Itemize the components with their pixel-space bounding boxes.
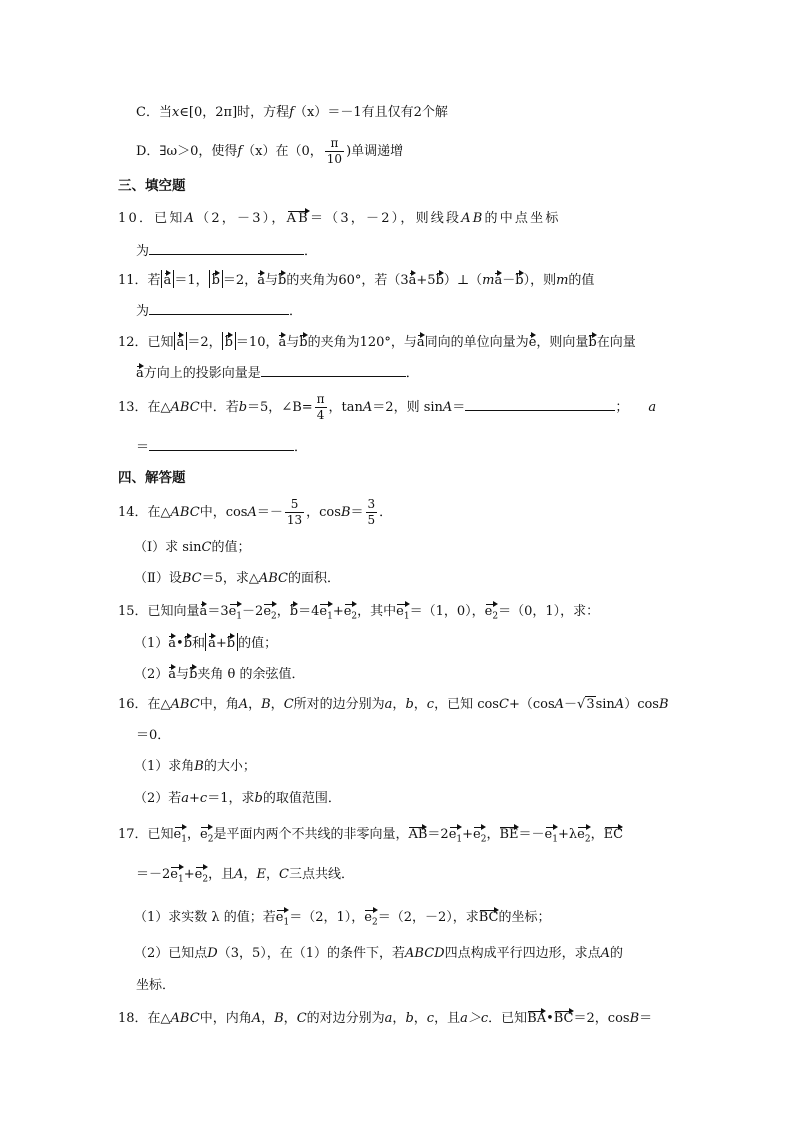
q17-text: 的坐标； xyxy=(498,910,551,925)
q11-text: ＝1， xyxy=(174,273,209,288)
option-d-rest: )单调递增 xyxy=(346,144,404,159)
q15-text: ＝（1，0）， xyxy=(409,604,485,619)
fraction-pi-4 xyxy=(315,392,327,423)
vector-e1: $e_1$ xyxy=(545,824,558,847)
option-c-prefix: C．当 xyxy=(136,105,172,120)
question-16-part1 xyxy=(134,757,256,777)
question-11-line1 xyxy=(118,270,594,291)
q16-text: 16．在△ xyxy=(118,697,171,712)
fraction-3-5 xyxy=(366,497,378,528)
q15-text: • xyxy=(176,636,184,651)
q17-text: ＝－2 xyxy=(136,867,171,882)
vector-e1: $e_1$ xyxy=(319,601,332,624)
vector-ab: AB xyxy=(287,208,310,226)
segment-ab: AB xyxy=(461,211,485,226)
var-b-upper: B xyxy=(274,1011,284,1026)
vector-e1: $e_1$ xyxy=(170,864,183,887)
triangle-abc: ABC xyxy=(258,571,289,586)
q14-text: 的面积． xyxy=(288,571,341,586)
var-b: b xyxy=(405,697,414,712)
question-16-part2 xyxy=(134,789,341,809)
vector-e1: $e_1$ xyxy=(396,601,409,624)
fraction-numerator: π xyxy=(316,392,325,406)
vector-be: BE xyxy=(499,824,518,842)
vector-b: b xyxy=(227,633,235,651)
inequality-a-gt-c: a＞c xyxy=(460,1011,489,1026)
vector-b: b xyxy=(290,601,298,619)
fraction-denominator: 13 xyxy=(286,513,303,527)
abs-vector-b xyxy=(222,332,236,350)
fraction-numerator: π xyxy=(325,136,344,152)
var-b: b xyxy=(238,400,248,415)
vector-a: a xyxy=(177,332,185,350)
q10-text: 10．已知 xyxy=(118,211,185,226)
q15-text: ＝4 xyxy=(298,604,320,619)
q17-text: ＝（2，1）， xyxy=(289,910,365,925)
q17-text: +λ xyxy=(557,827,578,842)
q17-text: ＝2 xyxy=(427,827,449,842)
question-14-line1 xyxy=(118,496,392,530)
question-13-line1 xyxy=(118,392,656,424)
abs-vector-a xyxy=(174,332,188,350)
var-c: c xyxy=(426,697,435,712)
q11-text: 的值 xyxy=(568,273,595,288)
point-a: A xyxy=(184,211,197,226)
q13-text: ． xyxy=(294,440,308,455)
fraction-numerator: 5 xyxy=(285,497,304,513)
vector-e2: $e_2$ xyxy=(485,601,498,624)
q13-text: ，tan xyxy=(328,400,363,415)
q16-text: （1）求角 xyxy=(134,759,195,774)
option-c-arg: （x） xyxy=(293,105,328,120)
q17-text: ，且 xyxy=(208,867,235,882)
q18-text: 18．在△ xyxy=(118,1011,171,1026)
q14-text: （Ⅰ）求 sin xyxy=(134,540,202,555)
q12-text: 与 xyxy=(286,335,300,350)
q17-text: （3，5），在（1）的条件下，若 xyxy=(217,946,406,961)
fraction-denominator: 4 xyxy=(316,408,325,422)
vector-a: a xyxy=(257,270,265,288)
abs-a-plus-b xyxy=(205,633,238,651)
question-13-line2 xyxy=(136,436,307,458)
q17-text: ＝－ xyxy=(518,827,545,842)
q13-text: ＝ xyxy=(452,400,466,415)
question-17-part2 xyxy=(134,944,623,964)
var-a-upper: A xyxy=(614,697,625,712)
q11-text: ＝2， xyxy=(222,273,258,288)
var-c-upper: C xyxy=(296,1011,307,1026)
q10-text: ． xyxy=(304,244,318,259)
q18-text: ＝ xyxy=(639,1011,653,1026)
var-a: a xyxy=(384,1011,393,1026)
vector-b: b xyxy=(278,270,286,288)
fraction-5-13 xyxy=(285,497,304,528)
vector-b: b xyxy=(189,664,197,682)
q15-text: （1） xyxy=(134,636,169,651)
vector-a: a xyxy=(409,270,417,288)
q17-text: ， xyxy=(590,827,604,842)
answer-blank[interactable] xyxy=(149,300,289,315)
q16-text: （2）若 xyxy=(134,791,182,806)
vector-b: b xyxy=(588,332,596,350)
q11-text: ），则 xyxy=(523,273,557,288)
var-c-upper: C xyxy=(201,540,212,555)
q11-text: ）⊥（ xyxy=(443,273,483,288)
q17-text: + xyxy=(183,867,195,882)
triangle-abc: ABC xyxy=(170,400,200,415)
q16-text: ，已知 cos xyxy=(434,697,499,712)
section-title-solve: 四、解答题 xyxy=(118,470,186,486)
q17-text: （1）求实数 λ 的值；若 xyxy=(134,910,276,925)
question-15-part1 xyxy=(134,633,277,654)
var-c: c xyxy=(426,1011,435,1026)
side-bc: BC xyxy=(181,571,202,586)
vector-ec: EC xyxy=(604,824,623,842)
question-17-line2: $=-2e_1+e_2$，且A，E，C三点共线． xyxy=(136,862,354,888)
point-d: D xyxy=(207,946,218,961)
q14-text: ，cos xyxy=(306,505,341,520)
vector-e1: $e_1$ xyxy=(229,601,242,624)
q10-text: 为 xyxy=(136,244,150,259)
vector-e1: $e_1$ xyxy=(449,824,462,847)
q10-text: （2，－3）， xyxy=(196,211,287,226)
q14-text: ＝ xyxy=(350,505,364,520)
vector-a: a xyxy=(200,601,208,619)
vector-a: a xyxy=(417,332,425,350)
vector-a: a xyxy=(136,363,144,381)
q18-text: ．已知 xyxy=(488,1011,528,1026)
q11-text: 为 xyxy=(136,304,150,319)
vector-a: a xyxy=(494,270,502,288)
triangle-abc: ABC xyxy=(170,697,200,712)
vector-a: a xyxy=(168,633,176,651)
point-a: A xyxy=(234,867,244,882)
q12-text: ＝10， xyxy=(235,335,279,350)
q12-text: ＝2， xyxy=(187,335,222,350)
q16-text: ）cos xyxy=(624,697,659,712)
question-15-line1 xyxy=(118,601,599,624)
q17-text: 四点构成平行四边形，求点 xyxy=(444,946,601,961)
expr-a-plus-c: a+c xyxy=(181,791,208,806)
sqrt-3: √3 xyxy=(577,697,595,712)
question-16-line2: ＝0． xyxy=(136,728,171,743)
q12-text: 12．已知 xyxy=(118,335,174,350)
vector-a: a xyxy=(168,664,176,682)
q11-text: +5 xyxy=(416,273,436,288)
point-a: A xyxy=(600,946,611,961)
q17-text: ， xyxy=(486,827,500,842)
q12-text: ． xyxy=(405,366,419,381)
q11-text: ． xyxy=(289,304,303,319)
q11-text: 的夹角为60°，若（3 xyxy=(286,273,409,288)
q15-text: ＝3 xyxy=(207,604,229,619)
q15-text: 夹角 θ 的余弦值． xyxy=(197,667,305,682)
q15-text: （2） xyxy=(134,667,169,682)
fraction-denominator: 5 xyxy=(367,513,376,527)
point-e: E xyxy=(256,867,266,882)
func-f: f xyxy=(289,105,294,120)
q17-text: 三点共线． xyxy=(288,867,354,882)
var-b-upper: B xyxy=(340,505,351,520)
q12-text: ，则向量 xyxy=(536,335,589,350)
var-a: a xyxy=(648,400,657,415)
point-c: C xyxy=(279,867,289,882)
q17-text: ， xyxy=(186,827,200,842)
var-c-upper: C xyxy=(283,697,294,712)
vector-b: b xyxy=(184,633,192,651)
q12-text: 的夹角为120°，与 xyxy=(307,335,417,350)
option-d-arg: （x） xyxy=(242,144,276,159)
triangle-abc: ABC xyxy=(170,1011,200,1026)
q10-text: 的中点坐标 xyxy=(484,211,561,226)
q15-text: ， xyxy=(276,604,290,619)
question-12-line1 xyxy=(118,332,636,353)
var-b: b xyxy=(254,791,263,806)
vector-b: b xyxy=(299,332,307,350)
func-f: f xyxy=(237,144,243,159)
quadrilateral-abcd: ABCD xyxy=(405,946,445,961)
vector-bc: BC xyxy=(554,1008,574,1026)
q11-text: 与 xyxy=(264,273,278,288)
q15-text: + xyxy=(332,604,344,619)
vector-a: a xyxy=(208,633,216,651)
q16-text: +（cos xyxy=(508,697,555,712)
q16-text: 所对的边分别为 xyxy=(293,697,385,712)
q13-text: ＝5， xyxy=(247,400,282,415)
abs-vector-a xyxy=(161,270,175,288)
q13-text: 中．若 xyxy=(199,400,239,415)
q17-text: （2）已知点 xyxy=(134,946,208,961)
var-b: b xyxy=(405,1011,414,1026)
q16-text: 的取值范围． xyxy=(262,791,341,806)
question-14-part1 xyxy=(134,538,250,558)
q18-text: ，且 xyxy=(434,1011,461,1026)
triangle-abc: ABC xyxy=(170,505,200,520)
q14-text: ＝－ xyxy=(256,505,283,520)
q14-text: ＝5，求△ xyxy=(201,571,259,586)
option-d-mid: 在（0， xyxy=(275,144,323,159)
vector-bc: BC xyxy=(479,907,499,925)
answer-blank[interactable] xyxy=(149,436,294,451)
q14-text: 中，cos xyxy=(199,505,248,520)
vector-e1: $e_1$ xyxy=(276,907,289,930)
q12-text: 方向上的投影向量是 xyxy=(143,366,261,381)
var-m: m xyxy=(482,273,495,288)
var-a-upper: A xyxy=(247,505,257,520)
fraction-denominator: 10 xyxy=(326,152,343,166)
question-17-part1 xyxy=(134,905,551,931)
option-c-range: ∈[0，2π]时，方程 xyxy=(179,105,290,120)
answer-blank[interactable] xyxy=(149,240,304,255)
var-b-upper: B xyxy=(658,697,669,712)
var-b-upper: B xyxy=(261,697,271,712)
var-m: m xyxy=(556,273,569,288)
question-15-part2 xyxy=(134,664,304,685)
q14-text: 的值； xyxy=(211,540,251,555)
var-c-upper: C xyxy=(498,697,509,712)
q12-text: 在向量 xyxy=(596,335,636,350)
q16-text: ＝1，求 xyxy=(207,791,255,806)
question-10-line2 xyxy=(136,240,317,262)
var-a-upper: A xyxy=(251,1011,262,1026)
q17-text: 的 xyxy=(610,946,624,961)
vector-ab: AB xyxy=(408,824,427,842)
q13-text: ＝2，则 sin xyxy=(372,400,443,415)
question-12-line2 xyxy=(136,362,419,384)
fraction-pi-10 xyxy=(325,136,344,167)
vector-b: b xyxy=(515,270,523,288)
q15-text: 和 xyxy=(192,636,206,651)
var-a-upper: A xyxy=(238,697,249,712)
vector-ba: BA xyxy=(527,1008,546,1026)
q18-text: 的对边分别为 xyxy=(306,1011,385,1026)
q13-text: ； xyxy=(615,400,629,415)
q15-text: 15．已知向量 xyxy=(118,604,200,619)
vector-e2: $e_2$ xyxy=(344,601,357,624)
option-d xyxy=(136,136,403,167)
q12-text: 同向的单位向量为 xyxy=(424,335,529,350)
q13-text: ＝ xyxy=(136,440,150,455)
q11-text: 11．若 xyxy=(118,273,161,288)
q15-text: 的值； xyxy=(238,636,278,651)
answer-blank[interactable] xyxy=(261,362,406,377)
option-d-prefix: D．∃ω＞0，使得 xyxy=(136,144,238,159)
vector-b: b xyxy=(212,270,220,288)
question-16-line1: 16．在△ABC中，角A，B，C所对的边分别为a，b，c，已知 cosC+（cosA－√3sinA）cosB xyxy=(118,695,669,715)
answer-blank[interactable] xyxy=(465,396,615,411)
fraction-numerator: 3 xyxy=(367,497,376,511)
q16-text: － xyxy=(564,697,578,712)
q16-text: 中，角 xyxy=(199,697,239,712)
vector-e1: $e_1$ xyxy=(174,824,187,847)
vector-a: a xyxy=(278,332,286,350)
q17-text: 是平面内两个不共线的非零向量， xyxy=(213,827,409,842)
q17-text: ＝（2，－2），求 xyxy=(377,910,479,925)
var-x: x xyxy=(171,105,180,120)
q13-text: 13．在△ xyxy=(118,400,171,415)
question-17-line-end: 坐标． xyxy=(136,978,176,993)
q15-text: ＝（0，1），求： xyxy=(498,604,600,619)
q14-text: 14．在△ xyxy=(118,505,171,520)
q18-text: ＝2，cos xyxy=(573,1011,630,1026)
vector-e2: $e_2$ xyxy=(195,864,208,887)
question-11-line2 xyxy=(136,300,302,322)
abs-vector-b xyxy=(209,270,223,288)
question-14-part2 xyxy=(134,569,340,589)
vector-e2: $e_2$ xyxy=(200,824,213,847)
q18-text: • xyxy=(546,1011,554,1026)
vector-e2: $e_2$ xyxy=(263,601,276,624)
q17-text: + xyxy=(462,827,474,842)
q15-text: + xyxy=(215,636,227,651)
question-17-line1 xyxy=(118,822,623,848)
q18-text: 中，内角 xyxy=(199,1011,252,1026)
vector-b: b xyxy=(225,332,233,350)
var-a-upper: A xyxy=(554,697,564,712)
option-c-rest: ＝－1有且仅有2个解 xyxy=(327,105,448,120)
vector-a: a xyxy=(164,270,172,288)
vector-e2: $e_2$ xyxy=(473,824,486,847)
q15-text: ，其中 xyxy=(357,604,397,619)
q11-text: － xyxy=(502,273,516,288)
question-18-line1: 18．在△ABC中，内角A，B，C的对边分别为a，b，c，且a＞c．已知BA•BC＝2，cosB＝ xyxy=(118,1008,652,1029)
var-b-upper: B xyxy=(194,759,204,774)
q10-text: ＝（3，－2），则线段 xyxy=(309,211,462,226)
option-c xyxy=(136,103,448,123)
vector-b: b xyxy=(436,270,444,288)
var-a-upper: A xyxy=(442,400,453,415)
q14-text: （Ⅱ）设 xyxy=(134,571,182,586)
q15-text: 与 xyxy=(176,667,190,682)
vector-e2: $e_2$ xyxy=(577,824,590,847)
q17-text: 17．已知 xyxy=(118,827,174,842)
vector-e2: $e_2$ xyxy=(364,907,377,930)
q13-text: ∠B= xyxy=(281,400,313,415)
sqrt-radicand: 3 xyxy=(586,697,595,712)
section-title-fill-in: 三、填空题 xyxy=(118,178,186,194)
question-10-line1 xyxy=(118,208,561,229)
q14-text: ． xyxy=(379,505,393,520)
q15-text: －2 xyxy=(242,604,264,619)
vector-e: e xyxy=(529,332,537,350)
var-a-upper: A xyxy=(362,400,373,415)
var-b-upper: B xyxy=(629,1011,640,1026)
q16-text: sin xyxy=(595,697,615,712)
q16-text: 的大小； xyxy=(203,759,256,774)
var-a: a xyxy=(384,697,393,712)
